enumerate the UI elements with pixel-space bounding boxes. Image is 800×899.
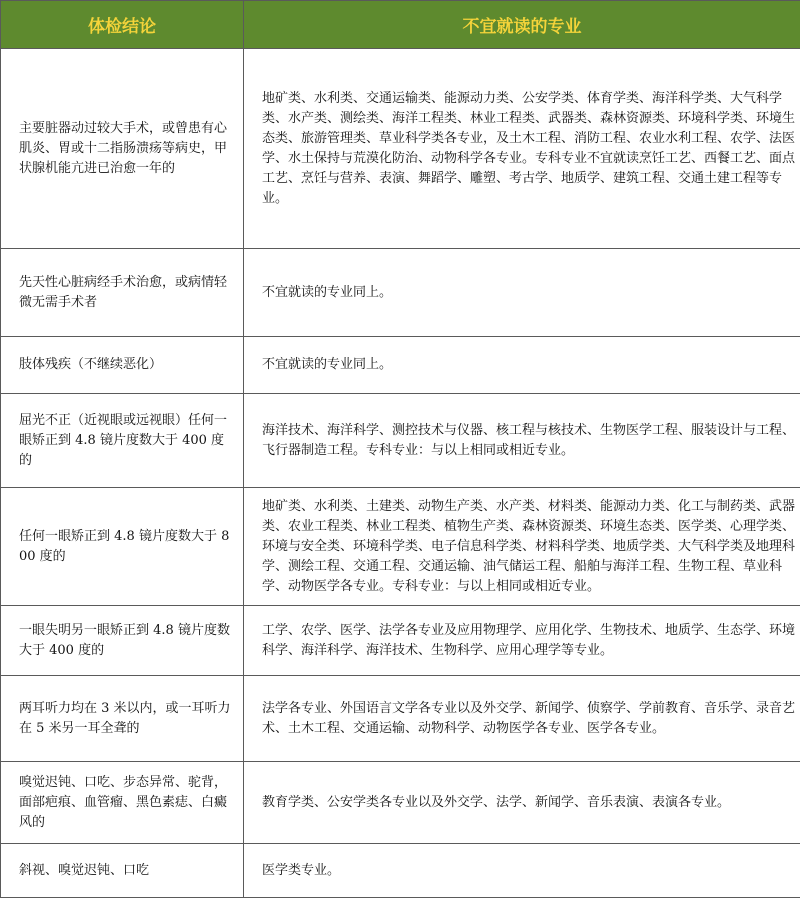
table-row [1,762,800,844]
majors-cell: 工学、农学、医学、法学各专业及应用物理学、应用化学、生物技术、地质学、生态学、环境科学、海洋科学、海洋技术、生物科学、应用心理学等专业。 [244,606,800,676]
conclusion-cell: 一眼失明另一眼矫正到 4.8 镜片度数大于 400 度的 [1,606,244,676]
majors-cell: 不宜就读的专业同上。 [244,337,800,394]
table-row [1,337,800,394]
table-row [1,606,800,676]
majors-cell: 地矿类、水利类、土建类、动物生产类、水产类、材料类、能源动力类、化工与制药类、武器类、农业工程类、林业工程类、植物生产类、森林资源类、环境生态类、医学类、心理学类、环境与安全类、环境科学类、电子信息科学类、材料科学类、地质学类、大气科学类及地理科学、测绘工程、交通工程、交通运输、油气储运工程、船舶与海洋工程、生物工程、草业科学、动物医学各专业。专科专业：与以上相同或相近专业。 [244,488,800,606]
table-row [1,676,800,762]
majors-cell: 法学各专业、外国语言文学各专业以及外交学、新闻学、侦察学、学前教育、音乐学、录音艺术、土木工程、交通运输、动物科学、动物医学各专业、医学各专业。 [244,676,800,762]
table-row [1,844,800,898]
header-unsuitable-majors: 不宜就读的专业 [244,1,800,49]
conclusion-cell: 斜视、嗅觉迟钝、口吃 [1,844,244,898]
conclusion-cell: 嗅觉迟钝、口吃、步态异常、驼背，面部疤痕、血管瘤、黑色素痣、白癜风的 [1,762,244,844]
conclusion-cell: 任何一眼矫正到 4.8 镜片度数大于 800 度的 [1,488,244,606]
conclusion-cell: 两耳听力均在 3 米以内，或一耳听力在 5 米另一耳全聋的 [1,676,244,762]
conclusion-cell: 主要脏器动过较大手术，或曾患有心肌炎、胃或十二指肠溃疡等病史，甲状腺机能亢进已治愈一年的 [1,49,244,249]
table-row [1,394,800,488]
majors-cell: 海洋技术、海洋科学、测控技术与仪器、核工程与核技术、生物医学工程、服装设计与工程、飞行器制造工程。专科专业：与以上相同或相近专业。 [244,394,800,488]
majors-cell: 医学类专业。 [244,844,800,898]
table-header-row [1,1,800,49]
header-conclusion: 体检结论 [1,1,244,49]
majors-cell: 教育学类、公安学类各专业以及外交学、法学、新闻学、音乐表演、表演各专业。 [244,762,800,844]
table-row [1,249,800,337]
conclusion-cell: 屈光不正（近视眼或远视眼）任何一眼矫正到 4.8 镜片度数大于 400 度的 [1,394,244,488]
conclusion-cell: 先天性心脏病经手术治愈，或病情轻微无需手术者 [1,249,244,337]
conclusion-cell: 肢体残疾（不继续恶化） [1,337,244,394]
table-row [1,488,800,606]
majors-cell: 地矿类、水利类、交通运输类、能源动力类、公安学类、体育学类、海洋科学类、大气科学类、水产类、测绘类、海洋工程类、林业工程类、武器类、森林资源类、环境科学类、环境生态类、旅游管理类、草业科学类各专业，及土木工程、消防工程、农业水利工程、农学、法医学、水土保持与荒漠化防治、动物科学各专业。专科专业不宜就读烹饪工艺、西餐工艺、面点工艺、烹饪与营养、表演、舞蹈学、雕塑、考古学、地质学、建筑工程、交通土建工程等专业。 [244,49,800,249]
table-row [1,49,800,249]
majors-cell: 不宜就读的专业同上。 [244,249,800,337]
